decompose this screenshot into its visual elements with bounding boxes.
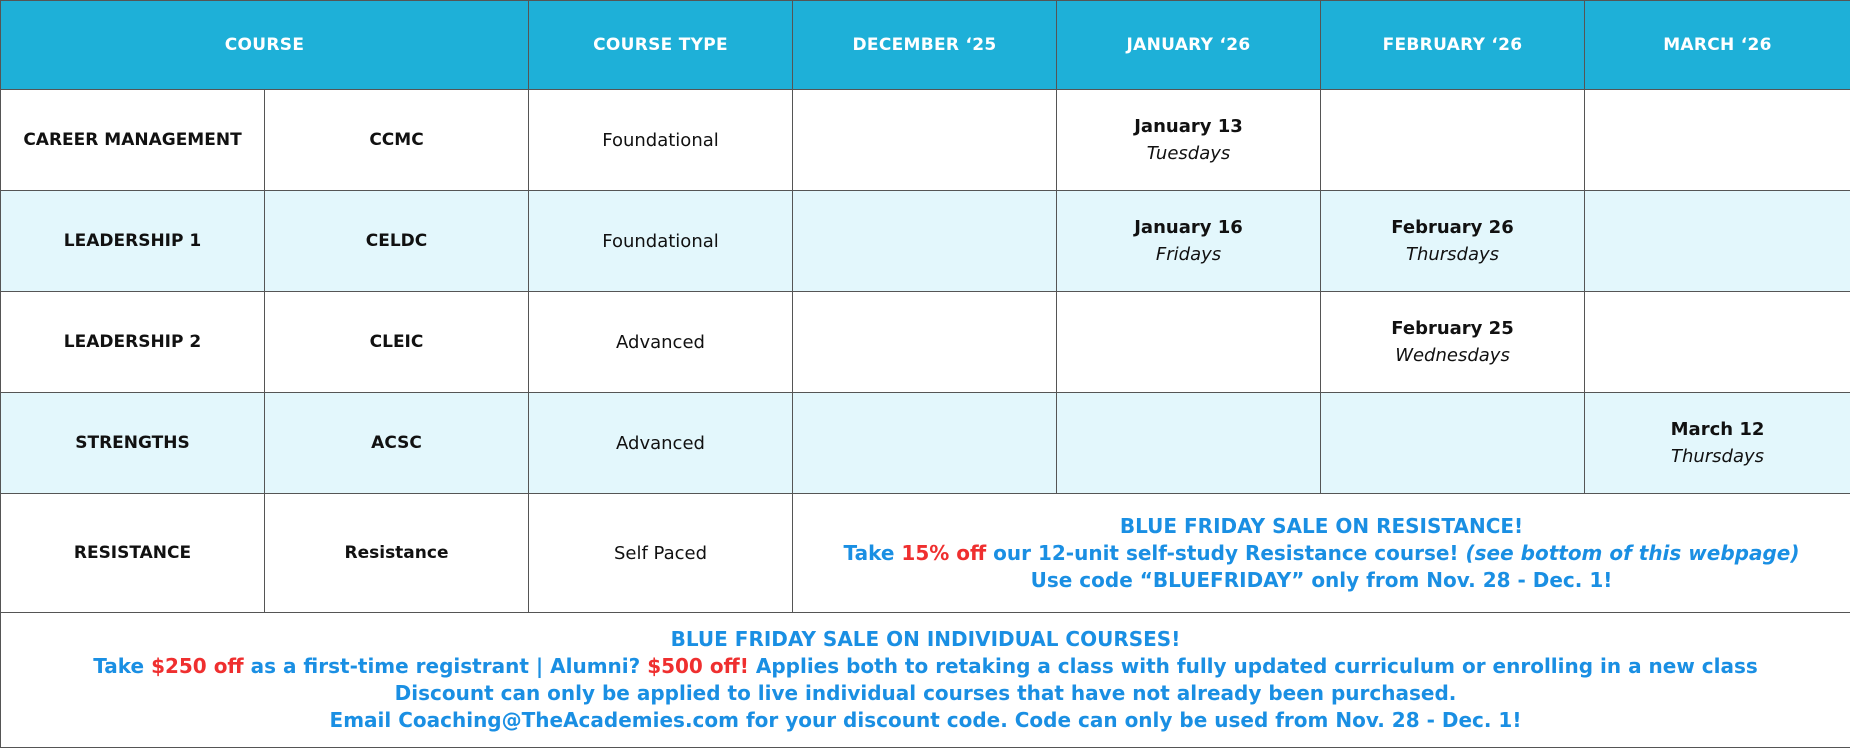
january-cell	[1057, 191, 1321, 292]
course-name: CAREER MANAGEMENT	[1, 90, 265, 191]
weekday: Wednesdays	[1395, 345, 1510, 366]
course-code: CCMC	[265, 90, 529, 191]
start-date: January 13	[1134, 116, 1243, 137]
march-cell	[1585, 292, 1850, 393]
see-bottom-note: (see bottom of this webpage)	[1465, 540, 1800, 565]
resistance-sale-code: Use code “BLUEFRIDAY” only from Nov. 28 - Dec. 1!	[1030, 567, 1613, 592]
course-code: CLEIC	[265, 292, 529, 393]
discount-amount: $250 off	[151, 654, 244, 678]
december-cell	[793, 90, 1057, 191]
january-cell	[1057, 393, 1321, 494]
start-date: March 12	[1670, 419, 1765, 440]
course-name: LEADERSHIP 1	[1, 191, 265, 292]
course-type: Advanced	[529, 393, 793, 494]
offer-text: our 12-unit self-study Resistance course!	[986, 540, 1466, 565]
march-cell	[1585, 90, 1850, 191]
table-row	[1, 191, 1850, 292]
table-row-resistance	[1, 494, 1850, 613]
individual-sale-contact: Email Coaching@TheAcademies.com for your discount code. Code can only be used from Nov. 28 - Dec. 1!	[329, 708, 1522, 732]
february-cell	[1321, 191, 1585, 292]
offer-text: Take	[843, 540, 902, 565]
header-march: MARCH ‘26	[1585, 1, 1850, 90]
course-name: RESISTANCE	[1, 494, 265, 613]
individual-sale-banner	[1, 613, 1850, 748]
december-cell	[793, 191, 1057, 292]
table-row	[1, 292, 1850, 393]
december-cell	[793, 393, 1057, 494]
course-code: ACSC	[265, 393, 529, 494]
course-code: CELDC	[265, 191, 529, 292]
march-cell	[1585, 191, 1850, 292]
offer-text: Take	[93, 654, 152, 678]
march-cell	[1585, 393, 1850, 494]
course-type: Advanced	[529, 292, 793, 393]
course-code: Resistance	[265, 494, 529, 613]
course-name: STRENGTHS	[1, 393, 265, 494]
resistance-sale-banner	[793, 494, 1850, 613]
course-name: LEADERSHIP 2	[1, 292, 265, 393]
offer-text: Applies both to retaking a class with fully updated curriculum or enrolling in a new class	[748, 654, 1758, 678]
table-row	[1, 90, 1850, 191]
course-type: Foundational	[529, 191, 793, 292]
weekday: Fridays	[1155, 244, 1222, 265]
resistance-sale-offer	[793, 540, 1850, 567]
course-type: Foundational	[529, 90, 793, 191]
february-cell	[1321, 292, 1585, 393]
weekday: Thursdays	[1670, 446, 1765, 467]
header-january: JANUARY ‘26	[1057, 1, 1321, 90]
february-cell	[1321, 393, 1585, 494]
header-february: FEBRUARY ‘26	[1321, 1, 1585, 90]
table-row	[1, 393, 1850, 494]
alumni-discount-amount: $500 off!	[647, 654, 749, 678]
weekday: Thursdays	[1405, 244, 1500, 265]
january-cell	[1057, 292, 1321, 393]
individual-sale-offer	[1, 653, 1850, 680]
header-row	[1, 1, 1850, 90]
header-course-type: COURSE TYPE	[529, 1, 793, 90]
start-date: February 25	[1391, 318, 1514, 339]
december-cell	[793, 292, 1057, 393]
course-type: Self Paced	[529, 494, 793, 613]
february-cell	[1321, 90, 1585, 191]
individual-sale-restriction: Discount can only be applied to live individual courses that have not already been purchased.	[394, 681, 1457, 705]
header-course: COURSE	[1, 1, 529, 90]
offer-text: as a first-time registrant | Alumni?	[243, 654, 648, 678]
weekday: Tuesdays	[1146, 143, 1231, 164]
discount-amount: 15% off	[901, 540, 987, 565]
header-december: DECEMBER ‘25	[793, 1, 1057, 90]
footer-row	[1, 613, 1850, 748]
january-cell	[1057, 90, 1321, 191]
resistance-sale-title: BLUE FRIDAY SALE ON RESISTANCE!	[1119, 513, 1524, 538]
individual-sale-title: BLUE FRIDAY SALE ON INDIVIDUAL COURSES!	[670, 627, 1181, 651]
start-date: February 26	[1391, 217, 1514, 238]
start-date: January 16	[1134, 217, 1243, 238]
